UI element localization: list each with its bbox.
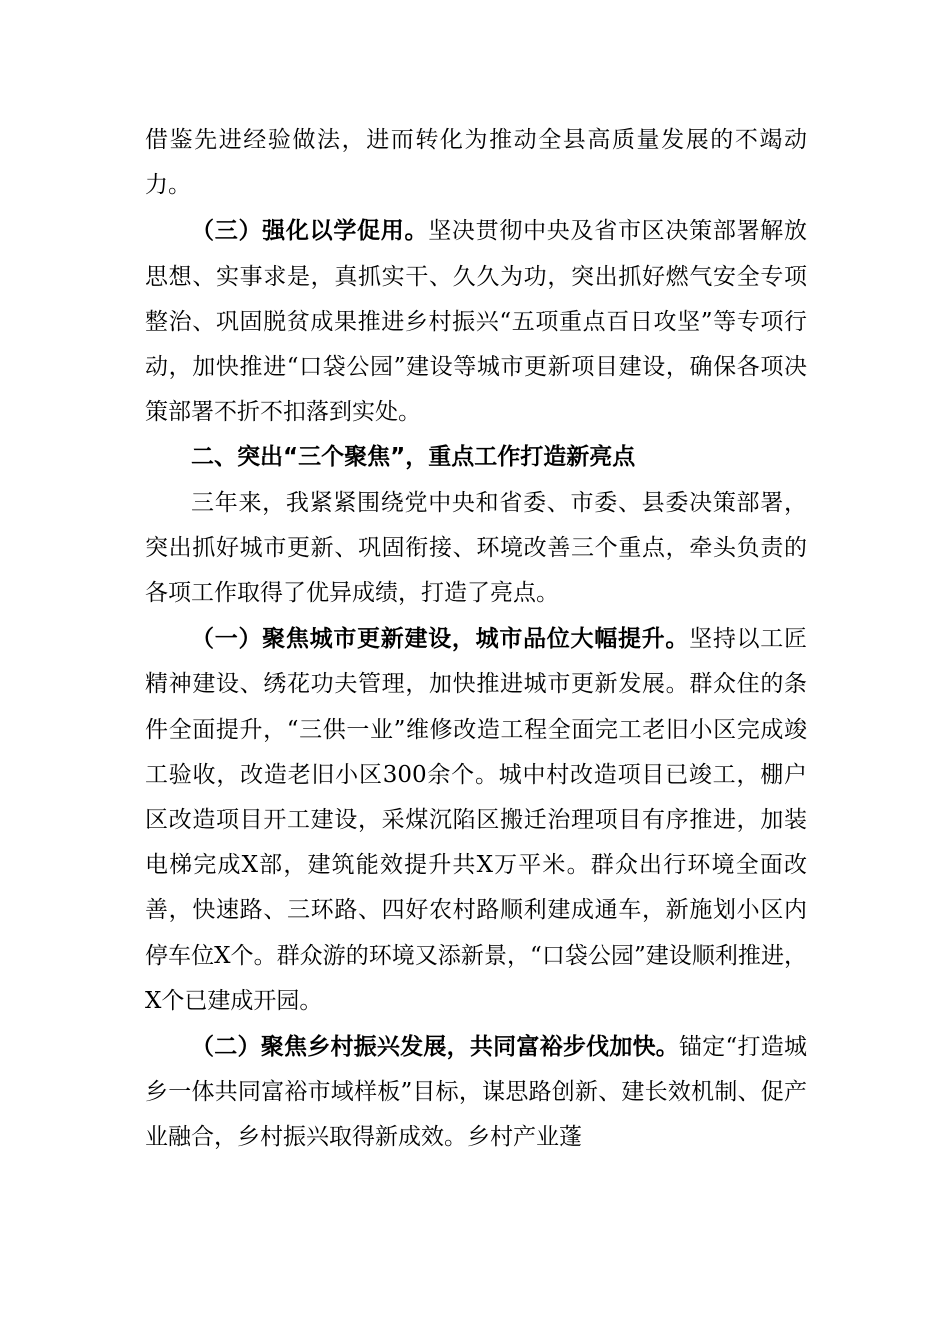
section-heading-2: （二）聚焦乡村振兴发展，共同富裕步伐加快。 xyxy=(191,1033,680,1061)
paragraph-intro: 三年来，我紧紧围绕党中央和省委、市委、县委决策部署，突出抓好城市更新、巩固衔接、环境改善三个重点，牵头负责的各项工作取得了优异成绩，打造了亮点。 xyxy=(145,489,807,607)
paragraph-body: 坚决贯彻中央及省市区决策部署解放思想、实事求是，真抓实干、久久为功，突出抓好燃气安全专项整治、巩固脱贫成果推进乡村振兴“五项重点百日攻坚”等专项行动，加快推进“口袋公园”建设等城市更新项目建设，确保各项决策部署不折不扣落到实处。 xyxy=(145,218,808,426)
chapter-heading-2: 二、突出“三个聚焦”，重点工作打造新亮点 xyxy=(191,444,636,471)
paragraph-continued: 借鉴先进经验做法，进而转化为推动全县高质量发展的不竭动力。 xyxy=(145,127,807,199)
paragraph-rural-revitalization xyxy=(145,1024,807,1161)
section-heading-1: （一）聚焦城市更新建设，城市品位大幅提升。 xyxy=(191,625,690,653)
document-page xyxy=(145,118,807,1161)
paragraph-body: 坚持以工匠精神建设、绣花功夫管理，加快推进城市更新发展。群众住的条件全面提升，“三供一业”维修改造工程全面完工老旧小区完成竣工验收，改造老旧小区300余个。城中村改造项目已竣工，棚户区改造项目开工建设，采煤沉陷区搬迁治理项目有序推进，加装电梯完成X部，建筑能效提升共X万平米。群众出行环境全面改善，快速路、三环路、四好农村路顺利建成通车，新施划小区内停车位X个。群众游的环境又添新景，“口袋公园”建设顺利推进，X个已建成开园。 xyxy=(145,626,808,1014)
paragraph-study-application xyxy=(145,208,807,435)
paragraph-urban-renewal xyxy=(145,616,807,1024)
section-heading-3: （三）强化以学促用。 xyxy=(191,217,429,245)
paragraph-body: 锚定“打造城乡一体共同富裕市域样板”目标，谋思路创新、建长效机制、促产业融合，乡村振兴取得新成效。乡村产业蓬 xyxy=(145,1034,808,1151)
